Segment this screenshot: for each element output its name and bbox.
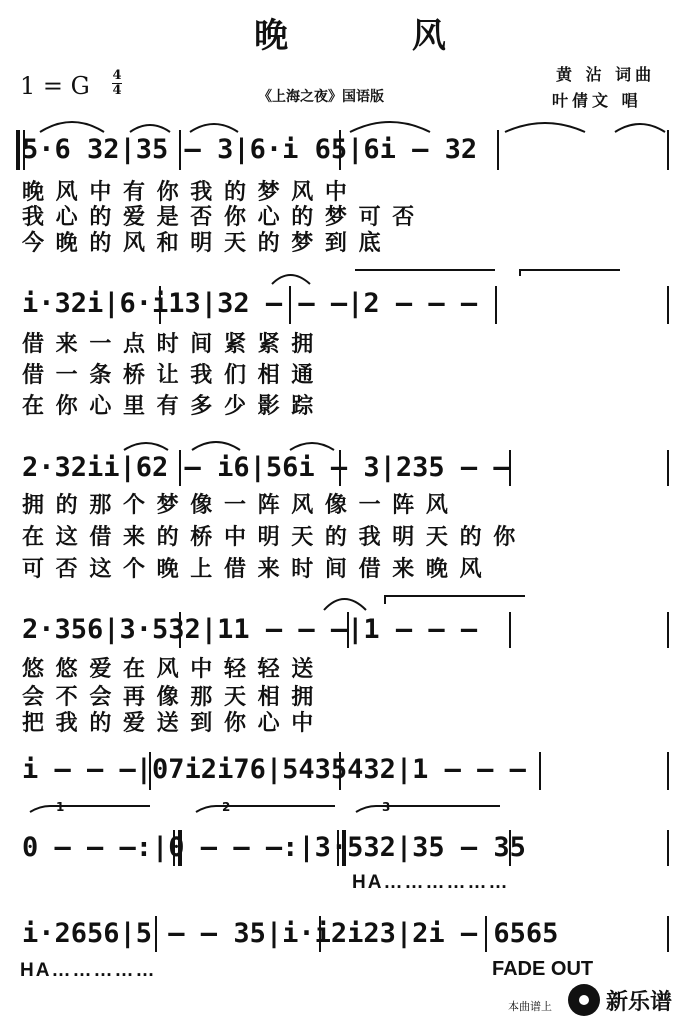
volta-3: 3: [382, 800, 391, 814]
lyric-verse: 拥 的 那 个 梦 像 一 阵 风 像 一 阵 风: [22, 493, 450, 518]
notation-line: 2·356|3·532|11 — — —|1 — — —: [22, 614, 478, 645]
composer-credit: 黄 沾 词曲: [556, 65, 656, 84]
brand-name: 新乐谱: [606, 990, 673, 1015]
time-signature: 4 4: [112, 68, 122, 98]
lyric-verse: 在 这 借 来 的 桥 中 明 天 的 我 明 天 的 你: [22, 525, 518, 550]
notation-line: 2·32ii|62 — i6|56i — 3|235 — —: [22, 452, 510, 483]
lyric-verse: 悠 悠 爱 在 风 中 轻 轻 送: [22, 657, 316, 682]
lyric-verse: 我 心 的 爱 是 否 你 心 的 梦 可 否: [22, 205, 417, 230]
volta-2: 2: [222, 800, 231, 814]
notation-line: 0 — — —:|0 — — —:|3·532|35 — 35: [22, 832, 526, 863]
volta-1: 1: [56, 800, 65, 814]
notation-line: i·32i|6·i13|32 — — —|2 — — —: [22, 288, 478, 319]
singer-credit: 叶倩文 唱: [552, 91, 642, 110]
ha-vocal: HA……………: [20, 960, 157, 981]
lyric-verse: 借 来 一 点 时 间 紧 紧 拥: [22, 332, 316, 357]
ha-vocal: HA………………: [352, 872, 510, 893]
lyric-verse: 晚 风 中 有 你 我 的 梦 风 中: [22, 180, 349, 205]
lyric-verse: 把 我 的 爱 送 到 你 心 中: [22, 711, 316, 736]
lyric-verse: 今 晚 的 风 和 明 天 的 梦 到 底: [22, 231, 383, 256]
key-signature: 1 = G: [20, 72, 90, 100]
lyric-verse: 会 不 会 再 像 那 天 相 拥: [22, 685, 316, 710]
song-title: 晚 风: [254, 16, 502, 56]
fade-out-mark: FADE OUT: [492, 958, 594, 980]
lyric-verse: 可 否 这 个 晚 上 借 来 时 间 借 来 晚 风: [22, 557, 484, 582]
footer-note: 本曲谱上: [508, 1000, 552, 1013]
notation-line: 5·6 32|35 — 3|6·i 65|6i — 32: [22, 134, 478, 165]
notation-line: i — — —|07i2i76|5435432|1 — — —: [22, 754, 526, 785]
subtitle: 《上海之夜》国语版: [258, 89, 384, 105]
notation-line: i·2656|5 — — 35|i·i2i23|2i — 6565: [22, 918, 559, 949]
lyric-verse: 在 你 心 里 有 多 少 影 踪: [22, 394, 316, 419]
lyric-verse: 借 一 条 桥 让 我 们 相 通: [22, 363, 316, 388]
